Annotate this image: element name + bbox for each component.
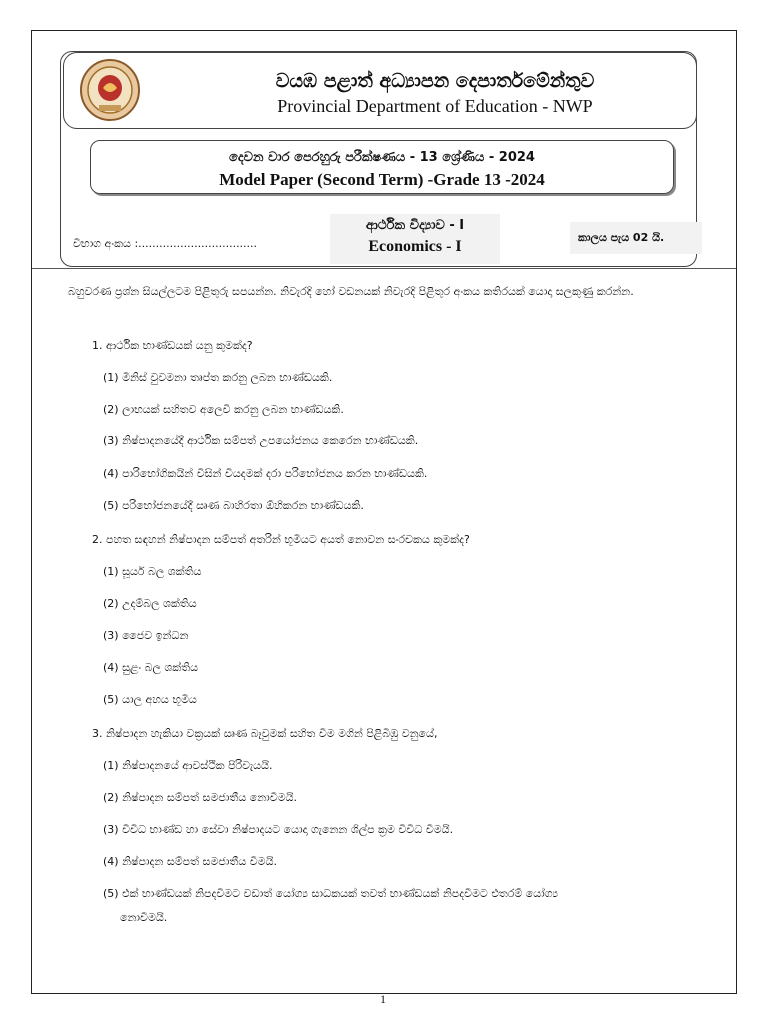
subject-title-sinhala: ආර්ථික විද්‍යාව - I: [365, 218, 465, 233]
q2-option-1: (1) සූර්ය බල ශක්තිය: [103, 565, 202, 578]
time-allowed: කාලය පැය 02 යි.: [578, 231, 665, 244]
q1-option-1: (1) මිනිස් වුවමනා තෘප්ත කරනු ලබන භාණ්ඩයකි.: [103, 371, 333, 384]
q3-option-5-continued: නොවීමයි.: [120, 911, 168, 924]
q3-option-2: (2) නිෂ්පාදන සම්පත් සමජාතීය නොවීමයි.: [103, 791, 298, 804]
question-2: 2. පහත සඳහන් නිෂ්පාදන සම්පත් අතරින් භූමියට අයත් නොවන සංරචකය කුමක්ද?: [92, 533, 470, 546]
exam-title-english: Model Paper (Second Term) -Grade 13 -2024: [219, 170, 545, 189]
department-title-english: Provincial Department of Education - NWP: [277, 96, 593, 116]
department-title-sinhala: වයඹ පළාත් අධ්‍යාපන දෙපාර්තමේන්තුව: [275, 70, 595, 92]
index-number-field: විභාග අංකය :..................................: [73, 237, 258, 250]
header-divider: [32, 268, 736, 269]
q2-option-2: (2) උදම්බල ශක්තිය: [103, 597, 197, 610]
q3-option-4: (4) නිෂ්පාදන සම්පත් සමජාතීය වීමයි.: [103, 855, 277, 868]
q1-option-5: (5) පරිභෝජනයේදී ඍණ බාහිරතා ඕහිකරන භාණ්ඩයකි.: [103, 499, 364, 512]
q1-option-2: (2) ලාභයක් සහිතව අලෙවි කරනු ලබන භාණ්ඩයකි.: [103, 403, 344, 416]
question-3: 3. නිෂ්පාදන හැකියා වක්‍රයක් ඍණ බෑවුමක් සහිත වීම මගින් පිළිබිඹු වනුයේ,: [92, 727, 438, 740]
q1-option-4: (4) පාරිභෝගිකයින් විසින් වියදමක් දරා පරිභෝජනය කරන භාණ්ඩයකි.: [103, 467, 428, 480]
q2-option-5: (5) යාල අහය භූමිය: [103, 693, 197, 706]
exam-title-sinhala: දෙවන වාර පෙරහුරු පරීක්ෂණය - 13 ශ්‍රේණිය - 2024: [229, 150, 535, 165]
q2-option-3: (3) ජෛව ඉන්ධන: [103, 629, 189, 642]
page-number: 1: [380, 992, 386, 1006]
q3-option-5: (5) එක් භාණ්ඩයක් නිපදවීමට වඩාත් යෝග්‍ය සාධකයක් තවත් භාණ්ඩයක් නිපදවීමට එතරම් යෝග්‍ය: [103, 887, 559, 900]
emblem-logo: [79, 58, 141, 122]
instructions: බහුවරණ ප්‍රශ්න සියල්ලටම පිළිතුරු සපයන්න. නිවැරදි හෝ වඩනයක් නිවැරදි පිළිතුර අංකය කතිරයක් යොදා සලකුණු කරන්න.: [68, 285, 634, 298]
q1-option-3: (3) නිෂ්පාදනයේදී ආර්ථික සම්පත් උපයෝජනය කෙරෙන භාණ්ඩයකි.: [103, 434, 419, 447]
question-1: 1. ආර්ථික භාණ්ඩයක් යනු කුමක්ද?: [92, 339, 253, 352]
q2-option-4: (4) සුළං බල ශක්තිය: [103, 661, 199, 674]
q3-option-3: (3) විවිධ භාණ්ඩ හා සේවා නිෂ්පාදයට යොදා ගැනෙන ශිල්ප ක්‍රම විවිධ වීමයි.: [103, 823, 454, 836]
subject-title-english: Economics - I: [368, 238, 462, 255]
q3-option-1: (1) නිෂ්පාදනයේ ආවස්ථික පිරිවැයයි.: [103, 759, 273, 772]
